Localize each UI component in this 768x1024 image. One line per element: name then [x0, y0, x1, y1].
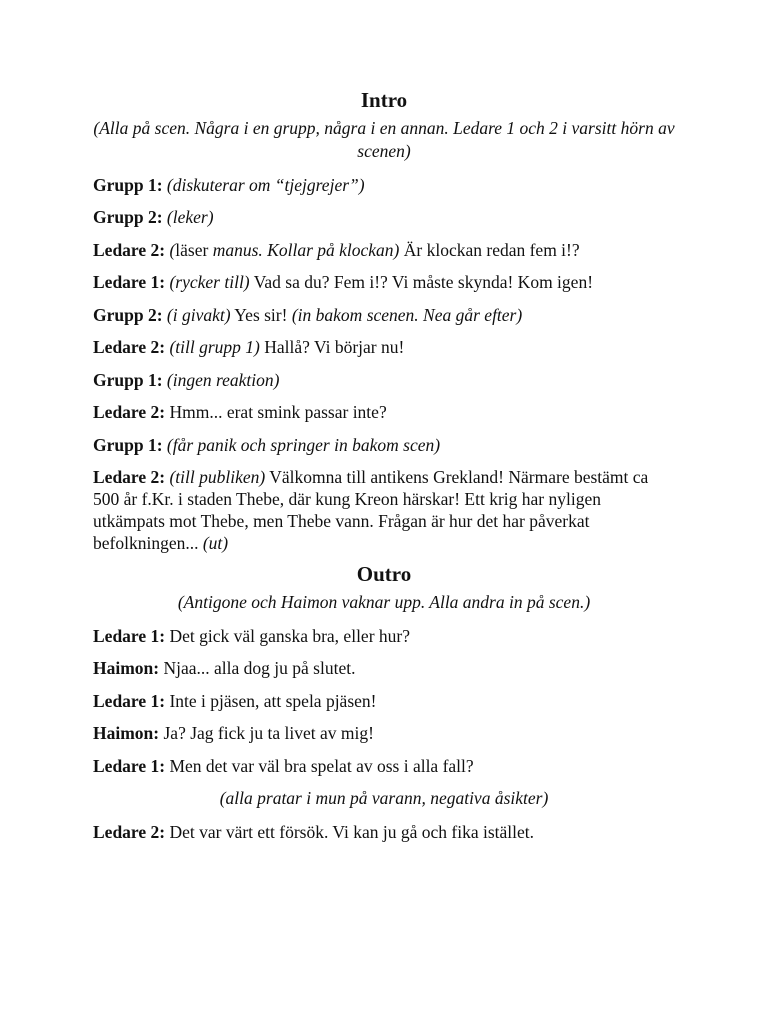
- dialogue-line: [93, 174, 675, 196]
- spoken-text: läser: [175, 239, 213, 260]
- stage-direction-text: (rycker till): [169, 272, 250, 292]
- speaker-name: Ledare 2:: [93, 821, 166, 842]
- spoken-text: Är klockan redan fem i!?: [399, 239, 580, 260]
- speaker-name: Grupp 1:: [93, 369, 163, 390]
- dialogue-line: [93, 206, 675, 228]
- intro-section: [93, 86, 675, 554]
- speaker-name: Ledare 2:: [93, 402, 166, 422]
- spoken-text: Hallå? Vi börjar nu!: [259, 337, 405, 357]
- spoken-text: Hmm... erat smink passar inte?: [169, 402, 387, 422]
- dialogue-line: [93, 722, 675, 744]
- dialogue-line: [93, 336, 675, 358]
- speaker-name: Ledare 1:: [93, 690, 166, 711]
- speaker-name: Ledare 2:: [93, 239, 166, 260]
- outro-stage-direction: (Antigone och Haimon vaknar upp. Alla andra in på scen.): [177, 592, 591, 612]
- dialogue-line: [93, 466, 675, 554]
- spoken-text: Ja? Jag fick ju ta livet av mig!: [163, 723, 374, 743]
- stage-direction-text: (in bakom scenen. Nea går efter): [291, 304, 523, 325]
- dialogue-line: [93, 239, 675, 261]
- spoken-text: Det gick väl ganska bra, eller hur?: [169, 625, 410, 646]
- stage-direction-text: (: [169, 239, 176, 260]
- intro-stage-direction: (Alla på scen. Några i en grupp, några i en annan. Ledare 1 och 2 i varsitt hörn av scenen): [93, 118, 675, 161]
- spoken-text: Inte i pjäsen, att spela pjäsen!: [169, 690, 377, 711]
- dialogue-line: [93, 755, 675, 777]
- dialogue-line: [93, 657, 675, 679]
- speaker-name: Ledare 2:: [93, 467, 166, 487]
- outro-heading: Outro: [356, 562, 412, 586]
- speaker-name: Grupp 1:: [93, 434, 163, 455]
- outro-section: [93, 560, 675, 843]
- stage-direction-text: (får panik och springer in bakom scen): [166, 434, 441, 455]
- stage-direction: [93, 787, 675, 810]
- stage-direction-text: (diskuterar om “tjejgrejer”): [166, 174, 365, 195]
- stage-direction-text: (ingen reaktion): [166, 369, 280, 390]
- spoken-text: Välkomna till antikens Grekland! Närmare bestämt ca 500 år f.Kr. i staden Thebe, där kung Kreon härskar! Ett krig har nyligen utkämpats mot Thebe, men Thebe vann. Frågan är hur det har påverkat befolkningen...: [93, 467, 649, 553]
- dialogue-line: [93, 625, 675, 647]
- stage-direction-text: (i givakt): [166, 304, 231, 325]
- speaker-name: Grupp 1:: [93, 174, 163, 195]
- spoken-text: Vad sa du? Fem i!? Vi måste skynda! Kom igen!: [249, 272, 594, 292]
- dialogue-line: [93, 401, 675, 423]
- stage-direction-text: (till publiken): [169, 467, 266, 487]
- stage-direction-text: (till grupp 1): [169, 337, 260, 357]
- intro-dialogue: [93, 174, 675, 555]
- speaker-name: Grupp 2:: [93, 304, 163, 325]
- stage-direction-text: (ut): [202, 533, 229, 553]
- stage-direction-text: (alla pratar i mun på varann, negativa åsikter): [219, 788, 549, 808]
- script-page: [93, 86, 675, 843]
- speaker-name: Ledare 1:: [93, 272, 166, 292]
- dialogue-line: [93, 821, 675, 843]
- dialogue-line: [93, 304, 675, 326]
- speaker-name: Ledare 1:: [93, 625, 166, 646]
- spoken-text: Det var värt ett försök. Vi kan ju gå och fika istället.: [169, 821, 535, 842]
- spoken-text: Men det var väl bra spelat av oss i alla fall?: [169, 755, 474, 776]
- speaker-name: Haimon:: [93, 723, 160, 743]
- speaker-name: Ledare 2:: [93, 337, 166, 357]
- intro-heading: Intro: [360, 88, 408, 112]
- spoken-text: Njaa... alla dog ju på slutet.: [163, 658, 356, 678]
- speaker-name: Grupp 2:: [93, 207, 163, 227]
- dialogue-line: [93, 369, 675, 391]
- spoken-text: Yes sir!: [230, 304, 292, 325]
- stage-direction-text: (leker): [166, 207, 214, 227]
- speaker-name: Ledare 1:: [93, 755, 166, 776]
- speaker-name: Haimon:: [93, 658, 160, 678]
- outro-dialogue: [93, 625, 675, 843]
- dialogue-line: [93, 690, 675, 712]
- stage-direction-text: manus. Kollar på klockan): [212, 239, 400, 260]
- dialogue-line: [93, 434, 675, 456]
- dialogue-line: [93, 271, 675, 293]
